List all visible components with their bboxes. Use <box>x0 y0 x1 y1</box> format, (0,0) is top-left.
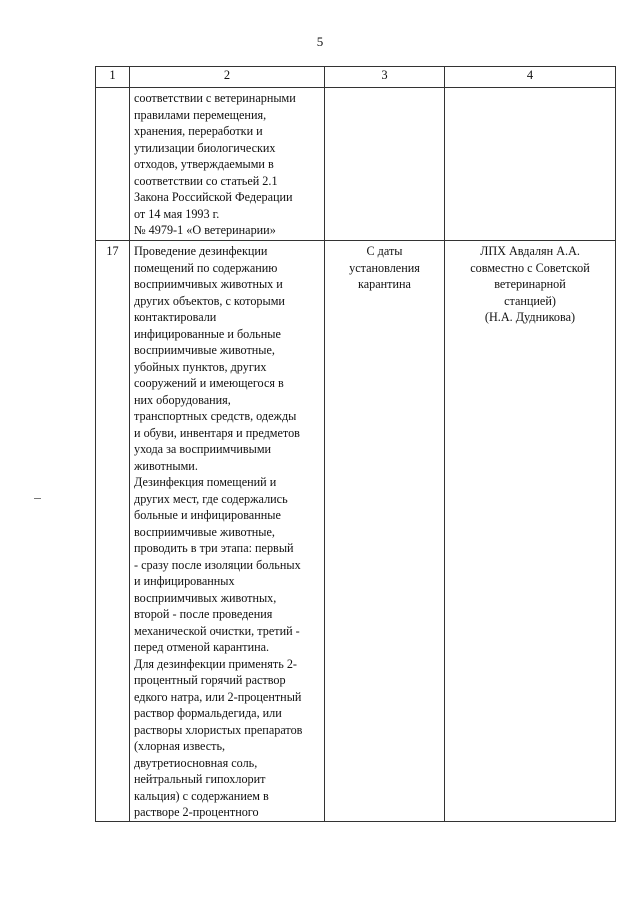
item-measure-cell <box>130 241 325 822</box>
text-line: правилами перемещения, <box>134 107 267 122</box>
text-line: ЛПХ Авдалян А.А. <box>480 244 580 258</box>
text-line: и инфицированных <box>134 574 235 588</box>
text-line: контактировали <box>134 310 217 324</box>
continuation-measure-cell <box>130 88 325 241</box>
text-line: механической очистки, третий - <box>134 623 300 638</box>
text-line: растворе 2-процентного <box>134 805 259 819</box>
continuation-responsible-cell <box>445 88 616 241</box>
text-line: от 14 мая 1993 г. <box>134 206 220 221</box>
item-date-cell <box>325 241 445 822</box>
text-line: Закона Российской Федерации <box>134 190 293 204</box>
text-line: (Н.А. Дудникова) <box>484 310 576 324</box>
text-line: Для дезинфекции применять 2- <box>134 656 297 671</box>
text-line: восприимчивых животных, <box>134 590 277 605</box>
text-line: проводить в три этапа: первый <box>134 541 294 555</box>
text-line: транспортных средств, одежды <box>134 409 297 423</box>
text-line: утилизации биологических <box>134 140 276 155</box>
header-col-4: 4 <box>445 67 616 88</box>
text-line: процентный горячий раствор <box>134 673 286 687</box>
text-line: установления <box>349 260 420 275</box>
text-line: станцией) <box>504 293 556 308</box>
text-line: помещений по содержанию <box>134 260 278 275</box>
text-line: С даты <box>366 244 403 258</box>
text-line: инфицированные и больные <box>134 326 281 341</box>
text-line: Проведение дезинфекции <box>134 244 268 258</box>
text-line: сооружений и имеющегося в <box>134 376 284 390</box>
measures-table <box>95 66 616 822</box>
item-responsible-cell <box>445 241 616 822</box>
text-line: отходов, утверждаемыми в <box>134 157 274 171</box>
text-line: хранения, переработки и <box>134 124 263 138</box>
text-line: карантина <box>358 277 411 291</box>
text-line: животными. <box>134 458 198 473</box>
text-line: других объектов, с которыми <box>134 293 285 308</box>
text-line: второй - после проведения <box>134 607 273 621</box>
text-line: едкого натра, или 2-процентный <box>134 689 302 704</box>
text-line: растворы хлористых препаратов <box>134 722 303 737</box>
table-header-row <box>96 67 616 88</box>
text-line: двутретиосновная соль, <box>134 755 258 770</box>
text-line: ветеринарной <box>494 277 566 291</box>
continuation-date-cell <box>325 88 445 241</box>
text-line: (хлорная известь, <box>134 739 226 753</box>
item-number: 17 <box>96 241 130 822</box>
text-line: нейтральный гипохлорит <box>134 772 266 786</box>
text-line: совместно с Советской <box>470 260 590 275</box>
text-line: убойных пунктов, других <box>134 359 267 374</box>
text-line: раствор формальдегида, или <box>134 706 282 720</box>
text-line: - сразу после изоляции больных <box>134 557 301 572</box>
text-line: № 4979-1 «О ветеринарии» <box>134 223 276 237</box>
text-line: них оборудования, <box>134 392 231 407</box>
item-row-17 <box>96 241 616 822</box>
text-line: соответствии со статьей 2.1 <box>134 173 278 188</box>
text-line: соответствии с ветеринарными <box>134 91 296 105</box>
header-col-1: 1 <box>96 67 130 88</box>
continuation-row <box>96 88 616 241</box>
margin-mark <box>34 498 41 499</box>
page-number: 5 <box>316 34 324 49</box>
text-line: восприимчивые животные, <box>134 343 275 357</box>
header-col-3: 3 <box>325 67 445 88</box>
text-line: перед отменой карантина. <box>134 640 270 654</box>
text-line: и обуви, инвентаря и предметов <box>134 425 300 440</box>
text-line: других мест, где содержались <box>134 491 288 506</box>
text-line: восприимчивые животные, <box>134 524 275 539</box>
text-line: восприимчивых животных и <box>134 277 283 291</box>
header-col-2: 2 <box>130 67 325 88</box>
text-line: больные и инфицированные <box>134 508 281 522</box>
continuation-number-cell <box>96 88 130 241</box>
text-line: ухода за восприимчивыми <box>134 442 272 456</box>
text-line: кальция) с содержанием в <box>134 788 269 803</box>
text-line: Дезинфекция помещений и <box>134 475 277 489</box>
